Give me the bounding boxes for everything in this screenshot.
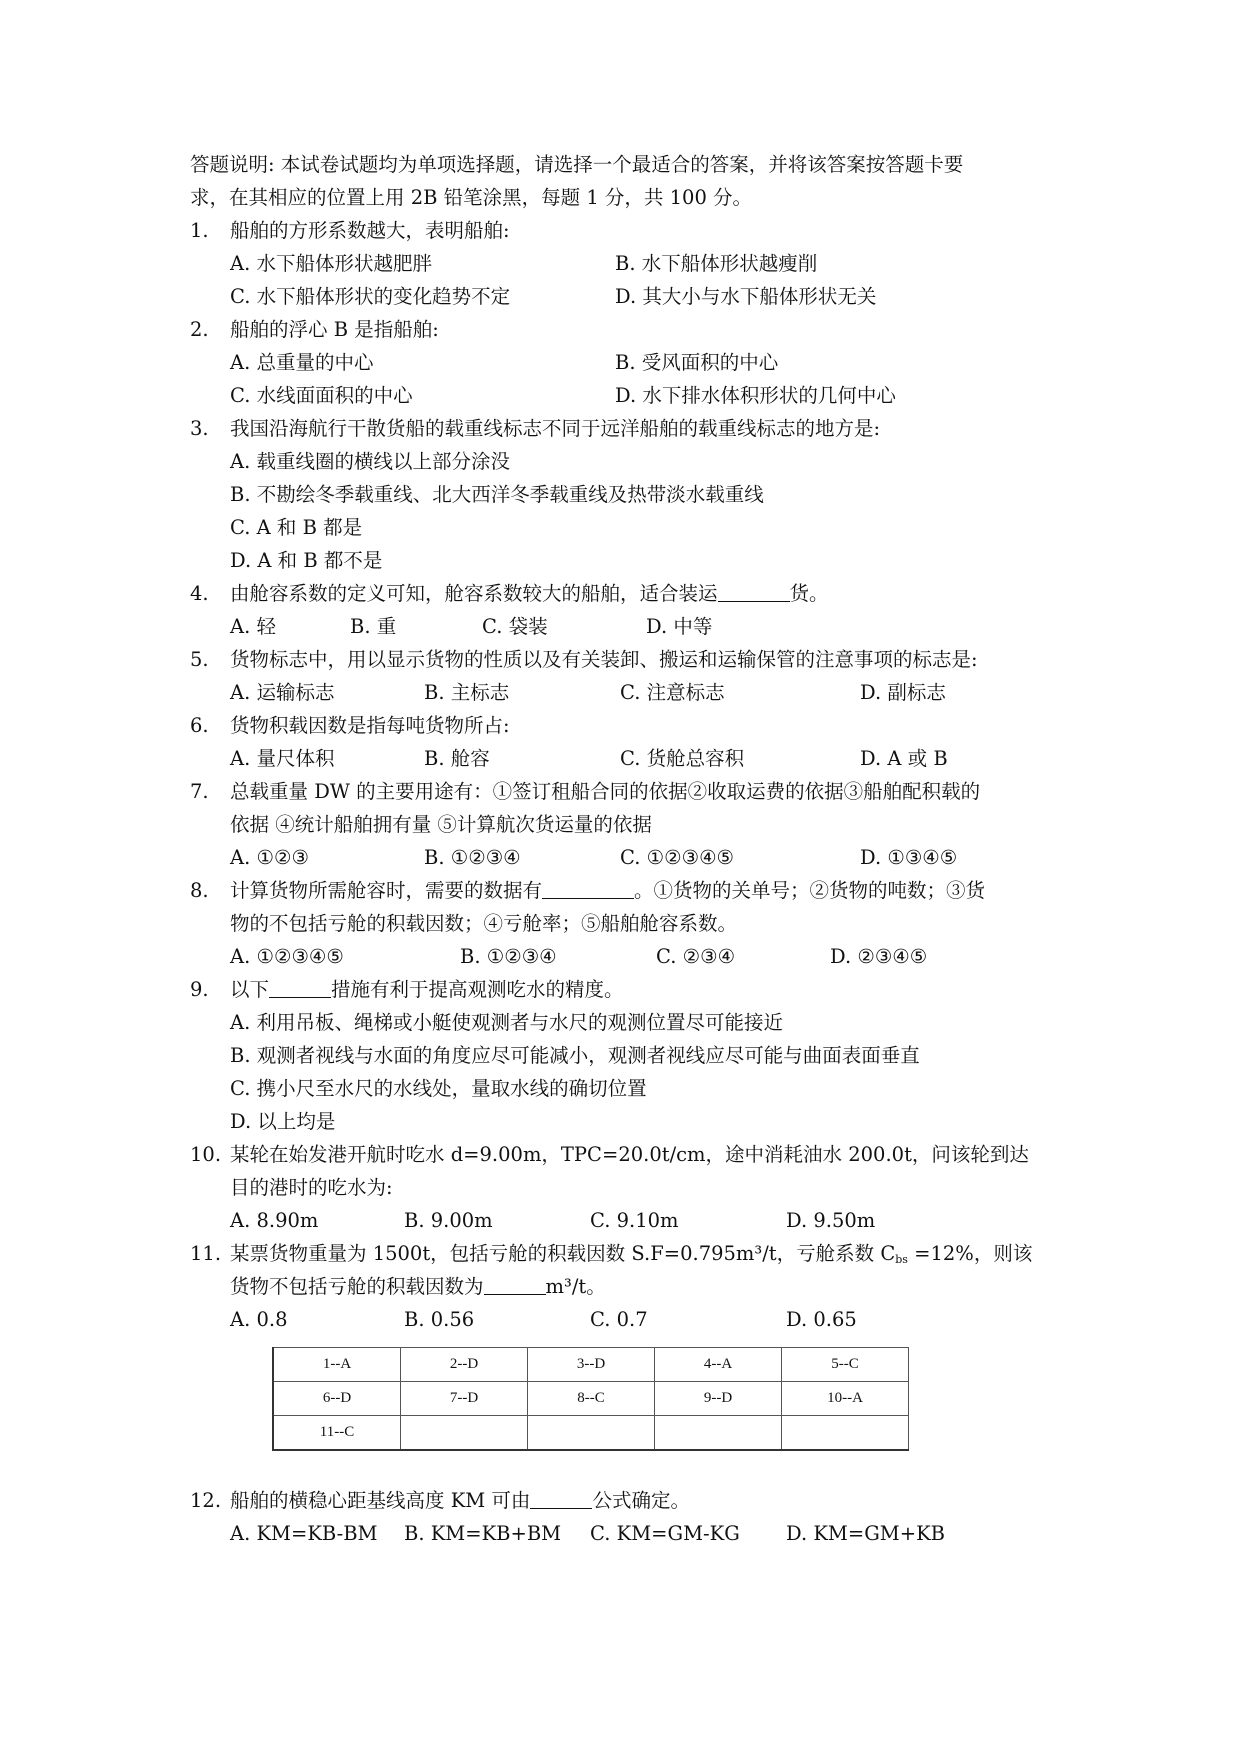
option-a: A. ①②③ — [230, 846, 309, 869]
option-b: B. 观测者视线与水面的角度应尽可能减小，观测者视线应尽可能与曲面表面垂直 — [230, 1044, 920, 1067]
question-10 — [190, 1138, 1060, 1171]
option-b: B. ①②③④ — [424, 846, 521, 869]
answer-blank — [542, 876, 634, 899]
option-d: D. ②③④⑤ — [830, 945, 928, 968]
question-3 — [190, 412, 1060, 445]
question-number: 2. — [190, 318, 209, 341]
option-b: B. 0.56 — [404, 1308, 475, 1331]
option-d: D. 副标志 — [860, 681, 946, 704]
option-a: A. 量尺体积 — [230, 747, 335, 770]
question-10-text-line-2: 目的港时的吃水为: — [230, 1176, 393, 1199]
option-b: B. 不勘绘冬季载重线、北大西洋冬季载重线及热带淡水载重线 — [230, 483, 764, 506]
question-text-end: =12%，则该 — [907, 1242, 1033, 1265]
answer-cell: 8--C — [528, 1382, 655, 1416]
option-b: B. 舱容 — [424, 747, 490, 770]
question-number: 3. — [190, 417, 209, 440]
question-text: 计算货物所需舱容时，需要的数据有 — [230, 879, 543, 902]
answer-cell: 11--C — [273, 1416, 401, 1451]
option-a: A. 载重线圈的横线以上部分涂没 — [230, 450, 510, 473]
option-a: A. 8.90m — [230, 1209, 319, 1232]
question-8-options — [190, 940, 1060, 973]
answer-cell: 4--A — [655, 1348, 782, 1382]
question-number: 7. — [190, 780, 209, 803]
question-8-text-line-2: 物的不包括亏舱的积载因数；④亏舱率；⑤船舶舱容系数。 — [230, 912, 738, 935]
option-a: A. 轻 — [230, 615, 276, 638]
exam-body — [190, 148, 1060, 1336]
question-number: 8. — [190, 879, 209, 902]
question-text: 由舱容系数的定义可知，舱容系数较大的船舶，适合装运 — [230, 582, 718, 605]
question-9 — [190, 973, 1060, 1006]
question-12-options — [190, 1517, 1060, 1550]
question-6-options — [190, 742, 1060, 775]
question-number: 12. — [190, 1489, 222, 1512]
option-b: B. 重 — [350, 615, 397, 638]
option-d: D. 中等 — [646, 615, 713, 638]
question-7-options — [190, 841, 1060, 874]
question-text: 某票货物重量为 1500t，包括亏舱的积载因数 S.F=0.795m³/t，亏舱系数 C — [230, 1242, 896, 1265]
question-5-options — [190, 676, 1060, 709]
question-number: 6. — [190, 714, 209, 737]
option-d: D. ①③④⑤ — [860, 846, 958, 869]
answer-blank — [484, 1272, 546, 1295]
option-d: D. 0.65 — [786, 1308, 857, 1331]
answer-key-table — [272, 1347, 909, 1451]
answer-cell — [401, 1416, 528, 1451]
question-text: 船舶的浮心 B 是指船舶: — [230, 318, 439, 341]
option-a: A. ①②③④⑤ — [230, 945, 344, 968]
option-d: D. 以上均是 — [230, 1110, 336, 1133]
question-text: 以下 — [230, 978, 270, 1001]
question-11-options — [190, 1303, 1060, 1336]
option-c: C. 袋装 — [482, 615, 548, 638]
instructions-line-1: 答题说明: 本试卷试题均为单项选择题，请选择一个最适合的答案，并将该答案按答题卡要 — [190, 153, 964, 176]
question-text: 我国沿海航行干散货船的载重线标志不同于远洋船舶的载重线标志的地方是: — [230, 417, 881, 440]
option-c: C. KM=GM-KG — [590, 1522, 740, 1545]
option-b: B. 受风面积的中心 — [615, 351, 779, 374]
question-8 — [190, 874, 1060, 907]
option-b: B. 主标志 — [424, 681, 510, 704]
question-11 — [190, 1237, 1060, 1270]
answer-blank — [718, 579, 790, 602]
option-d: D. KM=GM+KB — [786, 1522, 945, 1545]
table-row — [273, 1382, 909, 1416]
question-text: 货物积载因数是指每吨货物所占: — [230, 714, 510, 737]
question-2-options-row-2 — [190, 379, 1060, 412]
answer-cell: 3--D — [528, 1348, 655, 1382]
option-a: A. 水下船体形状越肥胖 — [230, 252, 432, 275]
question-7-text-line-2: 依据 ④统计船舶拥有量 ⑤计算航次货运量的依据 — [230, 813, 652, 836]
option-b: B. ①②③④ — [460, 945, 557, 968]
question-text-end: 货。 — [789, 582, 829, 605]
answer-cell: 5--C — [782, 1348, 909, 1382]
option-c: C. A 和 B 都是 — [230, 516, 363, 539]
exam-body-continued — [190, 1484, 1060, 1550]
question-number: 11. — [190, 1242, 222, 1265]
answer-cell: 9--D — [655, 1382, 782, 1416]
option-a: A. 0.8 — [230, 1308, 288, 1331]
option-c: C. 注意标志 — [620, 681, 725, 704]
option-c: C. ②③④ — [656, 945, 736, 968]
question-1-options-row-1 — [190, 247, 1060, 280]
question-number: 10. — [190, 1143, 222, 1166]
question-text: 某轮在始发港开航时吃水 d=9.00m，TPC=20.0t/cm，途中消耗油水 200.0t，问该轮到达 — [230, 1143, 1029, 1166]
question-number: 1. — [190, 219, 209, 242]
question-1-options-row-2 — [190, 280, 1060, 313]
option-a: A. 运输标志 — [230, 681, 335, 704]
subscript: bs — [895, 1253, 908, 1266]
option-d: D. 其大小与水下船体形状无关 — [615, 285, 877, 308]
option-b: B. KM=KB+BM — [404, 1522, 562, 1545]
question-number: 5. — [190, 648, 209, 671]
question-text-end: 公式确定。 — [592, 1489, 690, 1512]
option-a: A. KM=KB-BM — [230, 1522, 378, 1545]
question-text: 货物不包括亏舱的积载因数为 — [230, 1275, 484, 1298]
table-row — [273, 1416, 909, 1451]
option-c: C. 货舱总容积 — [620, 747, 745, 770]
question-7 — [190, 775, 1060, 808]
answer-cell — [782, 1416, 909, 1451]
instructions-line-2: 求，在其相应的位置上用 2B 铅笔涂黑，每题 1 分，共 100 分。 — [190, 186, 753, 209]
option-c: C. ①②③④⑤ — [620, 846, 735, 869]
question-text: 总载重量 DW 的主要用途有：①签订租船合同的依据②收取运费的依据③船舶配积载的 — [230, 780, 981, 803]
question-text: 船舶的方形系数越大，表明船舶: — [230, 219, 510, 242]
option-d: D. A 或 B — [860, 747, 948, 770]
option-b: B. 水下船体形状越瘦削 — [615, 252, 818, 275]
question-text-end: m³/t。 — [545, 1275, 606, 1298]
question-2 — [190, 313, 1060, 346]
answer-cell: 10--A — [782, 1382, 909, 1416]
answer-cell: 2--D — [401, 1348, 528, 1382]
answer-cell: 6--D — [273, 1382, 401, 1416]
option-a: A. 利用吊板、绳梯或小艇使观测者与水尺的观测位置尽可能接近 — [230, 1011, 783, 1034]
question-number: 9. — [190, 978, 209, 1001]
question-1 — [190, 214, 1060, 247]
question-text: 货物标志中，用以显示货物的性质以及有关装卸、搬运和运输保管的注意事项的标志是: — [230, 648, 978, 671]
option-d: D. 水下排水体积形状的几何中心 — [615, 384, 896, 407]
option-c: C. 水线面面积的中心 — [230, 384, 413, 407]
answer-cell — [528, 1416, 655, 1451]
question-5 — [190, 643, 1060, 676]
answer-blank — [269, 975, 331, 998]
option-d: D. 9.50m — [786, 1209, 876, 1232]
answer-cell — [655, 1416, 782, 1451]
answer-blank — [530, 1486, 592, 1509]
question-2-options-row-1 — [190, 346, 1060, 379]
answer-cell: 7--D — [401, 1382, 528, 1416]
option-c: C. 0.7 — [590, 1308, 648, 1331]
question-text-end: 。①货物的关单号；②货物的吨数；③货 — [634, 879, 986, 902]
answer-cell: 1--A — [273, 1348, 401, 1382]
question-11-text-line-2 — [190, 1270, 1060, 1303]
option-c: C. 携小尺至水尺的水线处，量取水线的确切位置 — [230, 1077, 647, 1100]
option-d: D. A 和 B 都不是 — [230, 549, 383, 572]
question-text-end: 措施有利于提高观测吃水的精度。 — [331, 978, 624, 1001]
option-a: A. 总重量的中心 — [230, 351, 374, 374]
question-text: 船舶的横稳心距基线高度 KM 可由 — [230, 1489, 531, 1512]
question-12 — [190, 1484, 1060, 1517]
question-10-options — [190, 1204, 1060, 1237]
question-6 — [190, 709, 1060, 742]
option-c: C. 水下船体形状的变化趋势不定 — [230, 285, 511, 308]
table-row — [273, 1348, 909, 1382]
option-b: B. 9.00m — [404, 1209, 493, 1232]
question-4-options — [190, 610, 1060, 643]
option-c: C. 9.10m — [590, 1209, 679, 1232]
question-number: 4. — [190, 582, 209, 605]
question-4 — [190, 577, 1060, 610]
